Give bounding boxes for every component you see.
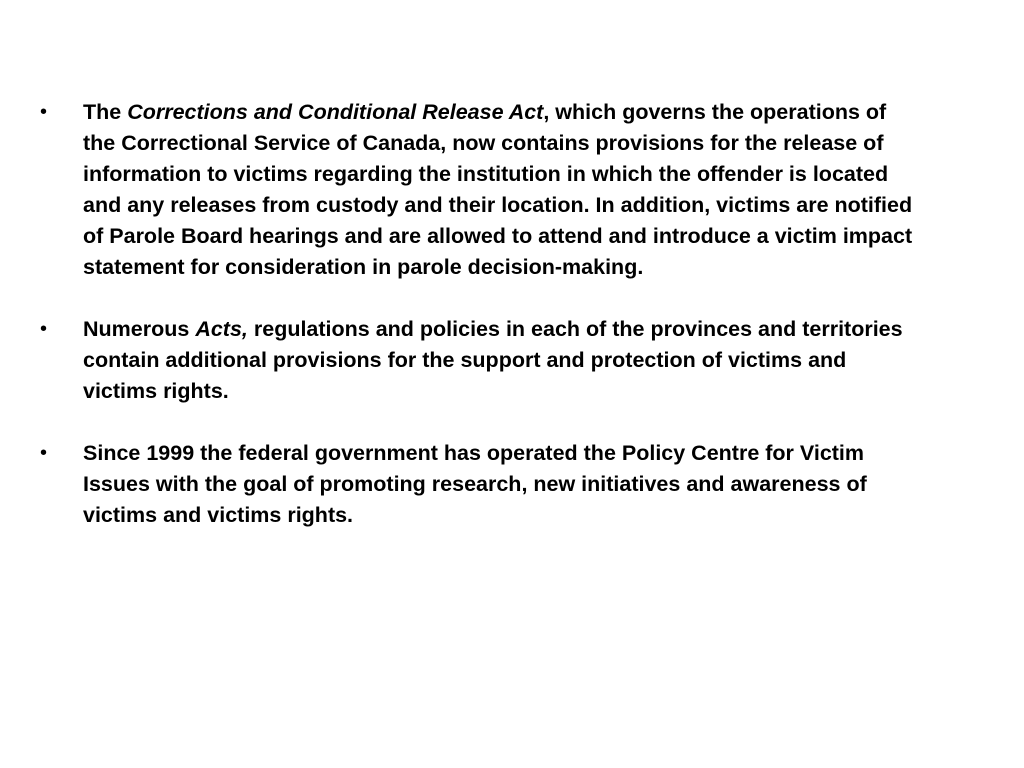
bullet-body-text: regulations and policies in each of the provinces and territories contain additional provisions for the support and protection of victims and victims rights.	[83, 317, 903, 403]
bullet-lead-text: Numerous	[83, 317, 196, 341]
bullet-item-policy-centre	[40, 438, 920, 531]
bullet-text	[83, 314, 920, 407]
bullet-text	[83, 97, 920, 283]
bullet-lead-text: The	[83, 100, 128, 124]
bullet-list	[40, 97, 920, 562]
act-title: Corrections and Conditional Release Act	[127, 100, 544, 124]
bullet-body-text: , which governs the operations of the Correctional Service of Canada, now contains provisions for the release of information to victims regarding the institution in which the offender is located and any releases from custody and their location. In addition, victims are notified of Parole Board hearings and are allowed to attend and introduce a victim impact statement for consideration in parole decision-making.	[83, 100, 913, 279]
bullet-item-corrections-act	[40, 97, 920, 283]
bullet-icon: •	[40, 318, 48, 340]
acts-term: Acts,	[195, 317, 248, 341]
bullet-item-provincial-acts	[40, 314, 920, 407]
bullet-icon: •	[40, 101, 48, 123]
bullet-icon: •	[40, 442, 48, 464]
bullet-body-text: Since 1999 the federal government has operated the Policy Centre for Victim Issues with the goal of promoting research, new initiatives and awareness of victims and victims rights.	[83, 441, 867, 527]
